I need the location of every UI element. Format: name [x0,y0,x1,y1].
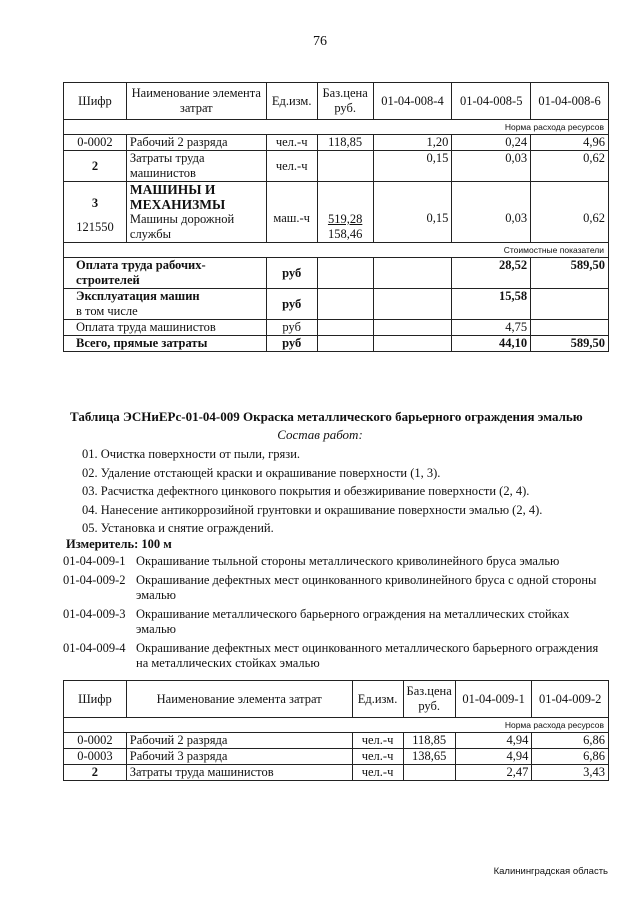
code-key: 01-04-009-3 [63,606,126,621]
cell-price [317,151,373,182]
cost-value: 589,50 [531,336,609,352]
table-row [64,151,609,182]
section-title: Таблица ЭСНиЕРс-01-04-009 Окраска металлического барьерного ограждения эмалью [70,409,583,424]
cell-value: 6,86 [532,733,609,749]
resource-table-2 [63,680,609,781]
cost-unit: руб [266,289,317,320]
list-item [63,607,603,638]
cell-value: 3,43 [532,765,609,781]
measure-unit: Измеритель: 100 м [66,537,172,551]
header-unit: Ед.изм. [266,83,317,120]
code-list [63,554,603,675]
header-code: Шифр [64,83,127,120]
list-item [63,554,603,570]
section-subtitle: Состав работ: [277,427,363,442]
cell-name: Рабочий 3 разряда [126,749,352,765]
table-row [64,765,609,781]
cell-code: 121550 [76,219,114,234]
cell-value: 0,03 [452,151,531,182]
resource-table-1 [63,82,609,352]
cost-name: Всего, прямые затраты [64,336,267,352]
cell-price-2: 158,46 [327,227,363,241]
cost-value: 28,52 [452,258,531,289]
cell-value: 6,86 [532,749,609,765]
cell-value: 1,20 [373,135,452,151]
cell-value: 0,24 [452,135,531,151]
cost-value: 589,50 [531,258,609,289]
code-text: Окрашивание металлического барьерного ограждения на металлических стойках эмалью [136,606,570,636]
cell-value: 4,94 [455,733,532,749]
cell-value: 0,62 [531,151,609,182]
cost-subnote: в том числе [76,304,138,318]
cell-unit: чел.-ч [352,765,403,781]
list-item [63,641,603,672]
cell-name: Затраты труда машинистов [126,151,266,182]
cost-name: Эксплуатация машин [76,289,200,303]
cell-code: 0-0002 [64,135,127,151]
cost-name: Оплата труда рабочих-строителей [64,258,267,289]
cell-name: Рабочий 2 разряда [126,135,266,151]
header-col-1: 01-04-008-4 [373,83,452,120]
works-list [82,445,542,538]
header-col-1: 01-04-009-1 [455,681,532,718]
header-price: Баз.цена руб. [317,83,373,120]
header-code: Шифр [64,681,127,718]
list-item: 04. Нанесение антикоррозийной грунтовки и окрашивание поверхности эмалью (2, 4). [82,502,543,517]
cell-value: 0,62 [531,182,609,243]
code-text: Окрашивание дефектных мест оцинкованного криволинейного бруса с одной стороны эмалью [136,572,597,602]
cost-row-total [64,336,609,352]
norm-note: Норма расхода ресурсов [64,718,609,733]
cell-code: 2 [64,151,127,182]
cell-value: 0,03 [452,182,531,243]
table-row [64,733,609,749]
cost-row [64,258,609,289]
cost-row [64,320,609,336]
code-key: 01-04-009-2 [63,572,126,587]
norm-note: Норма расхода ресурсов [64,120,609,135]
cell-name: Рабочий 2 разряда [126,733,352,749]
table-row [64,749,609,765]
cell-price: 118,85 [403,733,455,749]
list-item: 03. Расчистка дефектного цинкового покрытия и обезжиривание поверхности (2, 4). [82,484,530,498]
list-item: 01. Очистка поверхности от пыли, грязи. [82,447,301,461]
header-col-2: 01-04-009-2 [532,681,609,718]
cell-price: 519,28 [327,212,363,226]
cell-value: 4,96 [531,135,609,151]
cost-name: Оплата труда машинистов [64,320,267,336]
list-item: 02. Удаление отстающей краски и окрашивание поверхности (1, 3). [82,465,441,480]
header-name: Наименование элемента затрат [126,83,266,120]
section-title: МАШИНЫ И МЕХАНИЗМЫ [129,182,226,212]
cell-code: 0-0003 [64,749,127,765]
cell-value: 4,94 [455,749,532,765]
section-code: 3 [91,195,99,210]
cell-code: 0-0002 [64,733,127,749]
cost-value: 44,10 [452,336,531,352]
cell-value: 2,47 [455,765,532,781]
table-row [64,135,609,151]
code-key: 01-04-009-4 [63,640,126,655]
cell-name: Машины дорожной службы [129,212,235,241]
list-item: 05. Установка и снятие ограждений. [82,521,274,535]
cell-unit: чел.-ч [266,151,317,182]
table-row-machines [64,182,609,243]
cost-note: Стоимостные показатели [64,243,609,258]
cost-value: 4,75 [452,320,531,336]
list-item [63,573,603,604]
code-key: 01-04-009-1 [63,554,126,568]
page-number: 76 [313,34,327,49]
header-col-3: 01-04-008-6 [531,83,609,120]
header-unit: Ед.изм. [352,681,403,718]
cost-value: 15,58 [452,289,531,320]
cost-unit: руб [266,320,317,336]
cost-value [531,320,609,336]
code-text: Окрашивание дефектных мест оцинкованного металлического барьерного ограждения на металлических стойках эмалью [136,640,599,670]
cost-unit: руб [266,336,317,352]
cell-unit: чел.-ч [266,135,317,151]
header-col-2: 01-04-008-5 [452,83,531,120]
cell-value: 0,15 [373,151,452,182]
cell-price: 118,85 [317,135,373,151]
cell-price [403,765,455,781]
header-name: Наименование элемента затрат [126,681,352,718]
cell-name: Затраты труда машинистов [126,765,352,781]
cell-unit: чел.-ч [352,733,403,749]
cell-code: 2 [64,765,127,781]
cost-unit: руб [266,258,317,289]
header-price: Баз.цена руб. [403,681,455,718]
cell-price: 138,65 [403,749,455,765]
cell-unit: чел.-ч [352,749,403,765]
cell-value: 0,15 [373,182,452,243]
cost-row [64,289,609,320]
cost-value [531,289,609,320]
cell-unit: маш.-ч [266,182,317,243]
footer-region: Калининградская область [493,866,608,877]
code-text: Окрашивание тыльной стороны металлического криволинейного бруса эмалью [136,554,560,568]
